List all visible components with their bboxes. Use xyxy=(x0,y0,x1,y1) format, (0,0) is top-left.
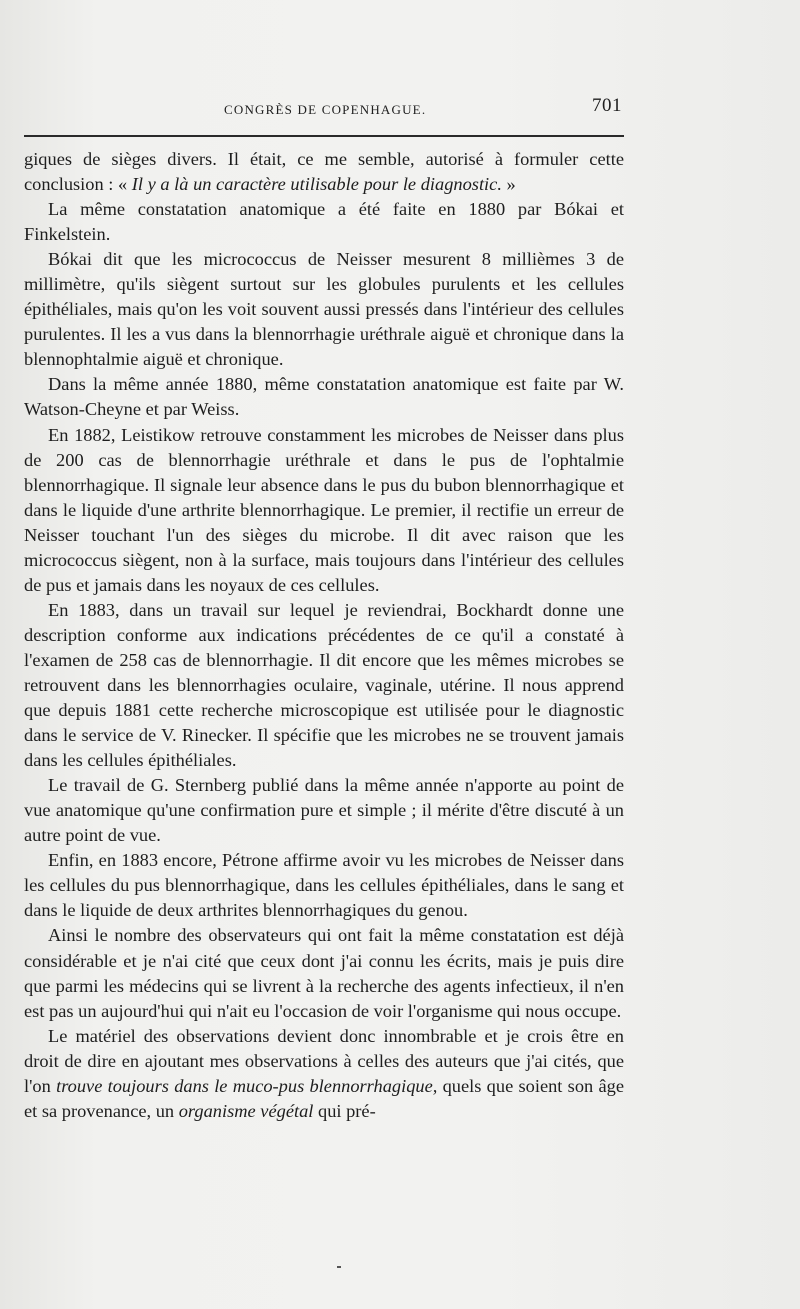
paragraph xyxy=(24,372,624,422)
text-segment: Le matériel des observations devient donc innombrable et je crois être en droit de dire en ajoutant mes observations à celles des auteurs que j'ai cités, que l'on xyxy=(24,1025,624,1096)
italic-text-segment: Il y a là un caractère utilisable pour le diagnostic. xyxy=(131,174,502,195)
italic-text-segment: trouve toujours dans le muco-pus blennorrhagique, xyxy=(56,1075,438,1096)
paragraph xyxy=(24,247,624,372)
text-segment: qui pré- xyxy=(313,1100,376,1121)
text-segment: Le travail de G. Sternberg publié dans la même année n'apporte au point de vue anatomique qu'une confirmation pure et simple ; il mérite d'être discuté à un autre point de vue. xyxy=(24,775,624,846)
text-segment: quels que soient son âge et sa provenance, un xyxy=(24,1075,624,1121)
paragraph xyxy=(24,197,624,247)
text-segment: En 1882, Leistikow retrouve constamment les microbes de Neisser dans plus de 200 cas de blennorrhagie uréthrale et dans le pus de l'ophtalmie blennorrhagique. Il signale leur absence dans le pus du bubon blennorrhagique et dans le liquide d'une arthrite blennorrhagique. Le premier, il rectifie un erreur de Neisser touchant l'un des sièges du microbe. Il dit avec raison que les micrococcus siègent, non à la surface, mais toujours dans l'intérieur des cellules de pus et jamais dans les noyaux de ces cellules. xyxy=(24,424,624,595)
paragraph xyxy=(24,848,624,923)
page-header xyxy=(24,97,622,123)
text-segment: Bókai dit que les micrococcus de Neisser mesurent 8 millièmes 3 de millimètre, qu'ils siègent surtout sur les globules purulents et les cellules épithéliales, mais qu'on les voit souvent aussi pressés dans l'intérieur des cellules purulentes. Il les a vus dans la blennorrhagie uréthrale aiguë et chronique dans la blennophtalmie aiguë et chronique. xyxy=(24,249,624,370)
text-segment: » xyxy=(501,174,516,195)
text-segment: Enfin, en 1883 encore, Pétrone affirme avoir vu les microbes de Neisser dans les cellules du pus blennorrhagique, dans les cellules épithéliales, dans le sang et dans le liquide de deux arthrites blennorrhagiques du genou. xyxy=(24,850,624,921)
paragraph xyxy=(24,147,624,197)
text-segment: Dans la même année 1880, même constatation anatomique est faite par W. Watson-Cheyne et par Weiss. xyxy=(24,374,624,420)
paragraph xyxy=(24,773,624,848)
page-number: 701 xyxy=(592,95,622,116)
text-segment: giques de sièges divers. Il était, ce me semble, autorisé à formuler cette conclusion : « xyxy=(24,149,624,195)
text-segment: En 1883, dans un travail sur lequel je reviendrai, Bockhardt donne une description conforme aux indications précédentes de ce qu'il a constaté à l'examen de 258 cas de blennorrhagie. Il dit encore que les mêmes microbes se retrouvent dans les blennorrhagies oculaire, vaginale, utérine. Il nous apprend que depuis 1881 cette recherche microscopique est utilisée pour le diagnostic dans le service de V. Rinecker. Il spécifie que les microbes ne se trouvent jamais dans les cellules épithéliales. xyxy=(24,599,624,771)
paragraph xyxy=(24,598,624,773)
italic-text-segment: organisme végétal xyxy=(178,1100,314,1121)
body-text xyxy=(24,147,624,1124)
paragraph xyxy=(24,1024,624,1124)
printer-mark xyxy=(337,1266,341,1268)
header-rule xyxy=(24,135,624,137)
paragraph xyxy=(24,423,624,598)
running-title: CONGRÈS DE COPENHAGUE. xyxy=(224,102,427,117)
text-segment: La même constatation anatomique a été faite en 1880 par Bókai et Finkelstein. xyxy=(24,199,624,245)
text-segment: Ainsi le nombre des observateurs qui ont fait la même constatation est déjà considérable et je n'ai cité que ceux dont j'ai connu les écrits, mais je puis dire que parmi les médecins qui se livrent à la recherche des agents infectieux, il n'en est pas un aujourd'hui qui n'ait eu l'occasion de voir l'organisme qui nous occupe. xyxy=(24,925,624,1021)
paragraph xyxy=(24,923,624,1023)
